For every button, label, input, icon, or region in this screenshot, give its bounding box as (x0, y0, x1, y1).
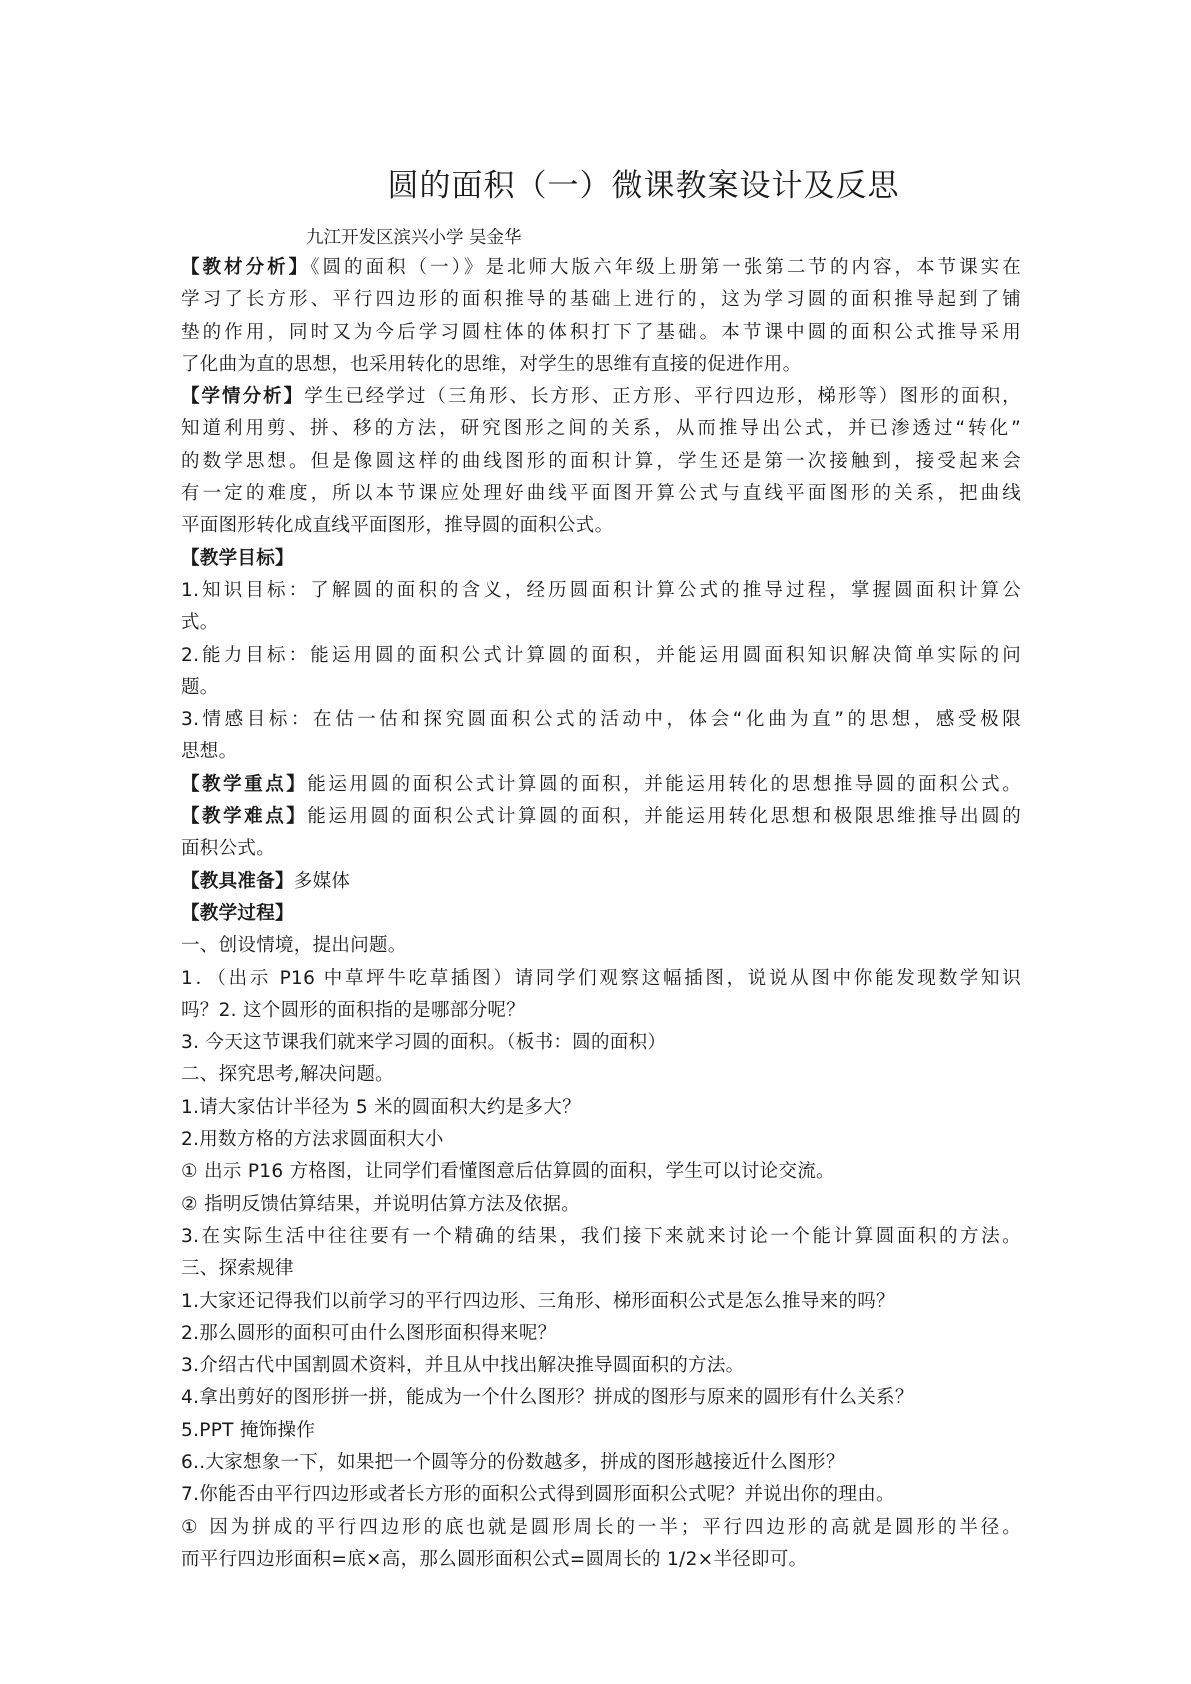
document-author: 九江开发区滨兴小学 吴金华 (306, 228, 522, 248)
line-text: 知道利用剪、拼、移的方法，研究图形之间的关系，从而推导出公式，并已渗透过“转化” (181, 418, 1021, 440)
text-line (181, 1382, 1021, 1414)
text-line (181, 1124, 1021, 1156)
text-line (181, 607, 1021, 639)
line-text: 1.请大家估计半径为 5 米的圆面积大约是多大？ (181, 1096, 581, 1118)
line-text: 了化曲为直的思想，也采用转化的思维，对学生的思维有直接的促进作用。 (181, 353, 802, 375)
section-heading: 【教材分析】 (181, 257, 311, 278)
line-text: 的数学思想。但是像圆这样的曲线图形的面积计算，学生还是第一次接触到，接受起来会 (181, 450, 1021, 472)
text-line (181, 736, 1021, 768)
line-text: 1．（出示 P16 中草坪牛吃草插图）请同学们观察这幅插图，说说从图中你能发现数学知识 (181, 967, 1021, 989)
line-text: 5.PPT 掩饰操作 (181, 1419, 316, 1441)
line-text: 思想。 (181, 741, 238, 763)
line-text: 7.你能否由平行四边形或者长方形的面积公式得到圆形面积公式呢？并说出你的理由。 (181, 1484, 895, 1506)
section-heading: 【教学目标】 (181, 547, 294, 569)
text-line (181, 1156, 1021, 1188)
line-text: 二、探究思考,解决问题。 (181, 1064, 394, 1086)
text-line (181, 543, 1021, 575)
text-line (181, 898, 1021, 930)
line-text: 3.情感目标：在估一估和探究圆面积公式的活动中，体会“化曲为直”的思想，感受极限 (181, 709, 1021, 731)
line-text: 学习了长方形、平行四边形的面积推导的基础上进行的，这为学习圆的面积推导起到了铺 (181, 289, 1021, 311)
line-text: 3. 今天这节课我们就来学习圆的面积。（板书：圆的面积） (181, 1032, 667, 1054)
text-line (181, 1221, 1021, 1253)
text-line (181, 1318, 1021, 1350)
line-text: 吗？2. 这个圆形的面积指的是哪部分呢？ (181, 999, 526, 1021)
text-line (181, 672, 1021, 704)
text-line (181, 1447, 1021, 1479)
line-text: ① 因为拼成的平行四边形的底也就是圆形周长的一半；平行四边形的高就是圆形的半径。 (181, 1516, 1021, 1538)
text-line (181, 930, 1021, 962)
text-line (181, 317, 1021, 349)
line-text: 3.介绍古代中国割圆术资料，并且从中找出解决推导圆面积的方法。 (181, 1355, 745, 1377)
text-line (181, 1027, 1021, 1059)
text-line (181, 478, 1021, 510)
text-line (181, 1059, 1021, 1091)
line-text: 1.知识目标：了解圆的面积的含义，经历圆面积计算公式的推导过程，掌握圆面积计算公 (181, 579, 1021, 601)
text-line (181, 704, 1021, 736)
text-line (181, 1092, 1021, 1124)
line-text: 2.用数方格的方法求圆面积大小 (181, 1129, 444, 1151)
document-body (181, 252, 1021, 1576)
line-text: 3.在实际生活中往往要有一个精确的结果，我们接下来就来讨论一个能计算圆面积的方法。 (181, 1225, 1021, 1247)
text-line (181, 510, 1021, 542)
line-text: 面积公式。 (181, 838, 276, 860)
text-line (181, 252, 1021, 284)
text-line (181, 1253, 1021, 1285)
section-heading: 【教学重点】 (181, 773, 308, 795)
text-line (181, 963, 1021, 995)
line-text: 6..大家想象一下，如果把一个圆等分的份数越多，拼成的图形越接近什么图形？ (181, 1451, 845, 1473)
text-line (181, 833, 1021, 865)
line-text: 题。 (181, 676, 219, 698)
text-line (181, 575, 1021, 607)
line-text: 能运用圆的面积公式计算圆的面积，并能运用转化的思想推导圆的面积公式。 (307, 773, 1021, 795)
text-line (181, 769, 1021, 801)
line-text: 式。 (181, 612, 219, 634)
text-line (181, 381, 1021, 413)
line-text: 多媒体 (293, 870, 351, 892)
text-line (181, 1189, 1021, 1221)
text-line (181, 413, 1021, 445)
line-text: 平面图形转化成直线平面图形，推导圆的面积公式。 (181, 515, 614, 537)
text-line (181, 640, 1021, 672)
line-text: 2.那么圆形的面积可由什么图形面积得来呢？ (181, 1322, 557, 1344)
text-line (181, 1544, 1021, 1576)
line-text: 1.大家还记得我们以前学习的平行四边形、三角形、梯形面积公式是怎么推导来的吗？ (181, 1290, 895, 1312)
section-heading: 【教具准备】 (181, 870, 294, 892)
line-text: 而平行四边形面积=底×高，那么圆形面积公式=圆周长的 1/2×半径即可。 (181, 1548, 808, 1570)
text-line (181, 349, 1021, 381)
text-line (181, 801, 1021, 833)
text-line (181, 1415, 1021, 1447)
text-line (181, 995, 1021, 1027)
line-text: 三、探索规律 (181, 1258, 294, 1280)
line-text: 能运用圆的面积公式计算圆的面积，并能运用转化思想和极限思维推导出圆的 (307, 806, 1021, 828)
section-heading: 【教学过程】 (181, 902, 294, 924)
text-line (181, 284, 1021, 316)
line-text: 学生已经学过（三角形、长方形、正方形、平行四边形，梯形等）图形的面积， (304, 386, 1021, 408)
section-heading: 【教学难点】 (181, 806, 308, 828)
line-text: ① 出示 P16 方格图，让同学们看懂图意后估算圆的面积，学生可以讨论交流。 (181, 1161, 835, 1183)
line-text: ② 指明反馈估算结果，并说明估算方法及依据。 (181, 1193, 581, 1215)
line-text: 一、创设情境，提出问题。 (181, 935, 407, 957)
document-title: 圆的面积（一）微课教案设计及反思 (387, 168, 900, 204)
text-line (181, 866, 1021, 898)
line-text: 2.能力目标：能运用圆的面积公式计算圆的面积，并能运用圆面积知识解决简单实际的问 (181, 644, 1021, 666)
text-line (181, 1286, 1021, 1318)
line-text: 4.拿出剪好的图形拼一拼，能成为一个什么图形？拼成的图形与原来的圆形有什么关系？ (181, 1387, 914, 1409)
line-text: 有一定的难度，所以本节课应处理好曲线平面图开算公式与直线平面图形的关系，把曲线 (181, 483, 1021, 505)
text-line (181, 1512, 1021, 1544)
text-line (181, 1350, 1021, 1382)
text-line (181, 446, 1021, 478)
text-line (181, 1479, 1021, 1511)
line-text: 《圆的面积（一）》是北师大版六年级上册第一张第二节的内容，本节课实在 (310, 257, 1021, 278)
line-text: 垫的作用，同时又为今后学习圆柱体的体积打下了基础。本节课中圆的面积公式推导采用 (181, 321, 1021, 343)
section-heading: 【学情分析】 (181, 386, 305, 408)
